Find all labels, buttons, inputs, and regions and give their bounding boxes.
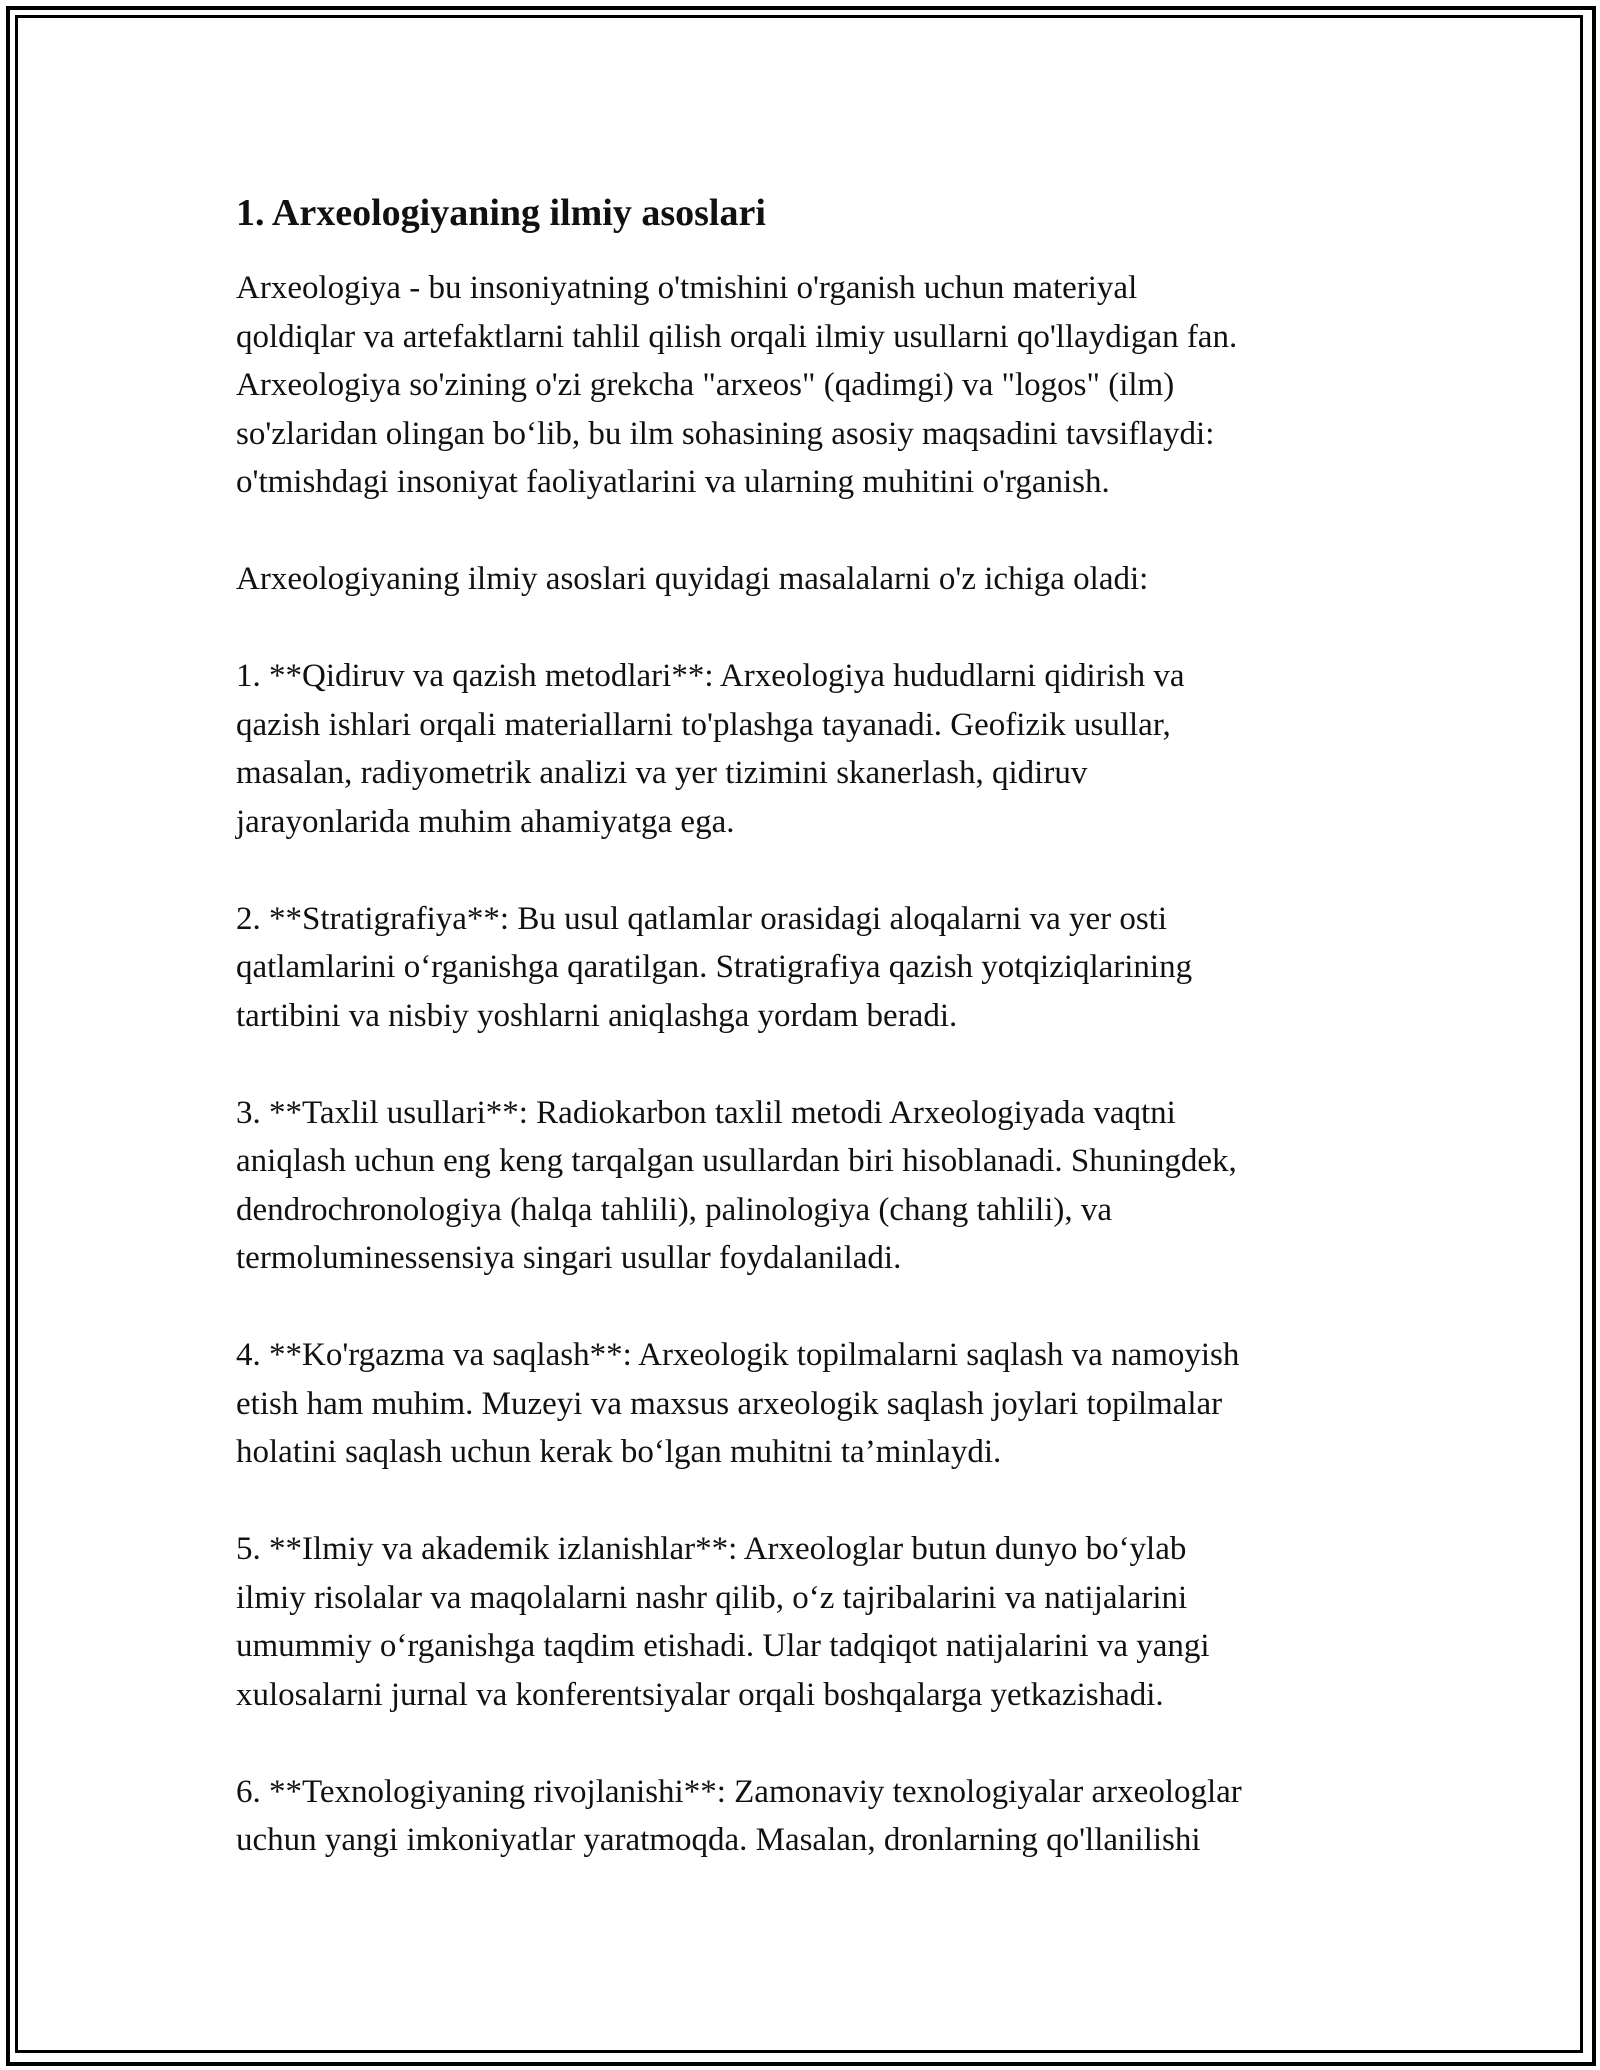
paragraph-spacer (236, 1040, 1386, 1089)
document-body (236, 188, 1386, 1865)
list-item-5: 5. **Ilmiy va akademik izlanishlar**: Arxeologlar butun dunyo bo‘ylab ilmiy risolalar va maqolalarni nashr qilib, o‘z tajribalarini va natijalarini umummiy o‘rganishga taqdim etishadi. Ular tadqiqot natijalarini va yangi xulosalarni jurnal va konferentsiyalar orqali boshqalarga yetkazishadi. (236, 1531, 1210, 1713)
list-item-3: 3. **Taxlil usullari**: Radiokarbon taxlil metodi Arxeologiyada vaqtni aniqlash uchun eng keng tarqalgan usullardan biri hisoblanadi. Shuningdek, dendrochronologiya (halqa tahlili), palinologiya (chang tahlili), va termoluminessensiya singari usullar foydalaniladi. (236, 1094, 1237, 1276)
paragraph-spacer (236, 604, 1386, 653)
document-title: 1. Arxeologiyaning ilmiy asoslari (236, 192, 766, 234)
list-item-1: 1. **Qidiruv va qazish metodlari**: Arxeologiya hududlarni qidirish va qazish ishlari orqali materiallarni to'plashga tayanadi. Geofizik usullar, masalan, radiyometrik analizi va yer tizimini skanerlash, qidiruv jarayonlarida muhim ahamiyatga ega. (236, 658, 1185, 840)
list-item-4: 4. **Ko'rgazma va saqlash**: Arxeologik topilmalarni saqlash va namoyish etish ham muhim. Muzeyi va maxsus arxeologik saqlash joylari topilmalar holatini saqlash uchun kerak bo‘lgan muhitni ta’minlaydi. (236, 1337, 1240, 1470)
paragraph-spacer (236, 1477, 1386, 1526)
paragraph-spacer (236, 1283, 1386, 1332)
paragraph-lead-in: Arxeologiyaning ilmiy asoslari quyidagi masalalarni o'z ichiga oladi: (236, 561, 1149, 597)
paragraph-spacer (236, 846, 1386, 895)
list-item-2: 2. **Stratigrafiya**: Bu usul qatlamlar orasidagi aloqalarni va yer osti qatlamlarini o‘rganishga qaratilgan. Stratigrafiya qazish yotqiziqlarining tartibini va nisbiy yoshlarni aniqlashga yordam beradi. (236, 900, 1193, 1034)
paragraph-spacer (236, 1719, 1386, 1768)
paragraph-intro: Arxeologiya - bu insoniyatning o'tmishini o'rganish uchun materiyal qoldiqlar va artefaktlarni tahlil qilish orqali ilmiy usullarni qo'llaydigan fan. Arxeologiya so'zining o'zi grekcha "arxeos" (qadimgi) va "logos" (ilm) so'zlaridan olingan bo‘lib, bu ilm sohasining asosiy maqsadini tavsiflaydi: o'tmishdagi insoniyat faoliyatlarini va ularning muhitini o'rganish. (236, 270, 1238, 500)
list-item-6: 6. **Texnologiyaning rivojlanishi**: Zamonaviy texnologiyalar arxeologlar uchun yangi imkoniyatlar yaratmoqda. Masalan, dronlarning qo'llanilishi (236, 1773, 1242, 1858)
paragraph-spacer (236, 507, 1386, 556)
